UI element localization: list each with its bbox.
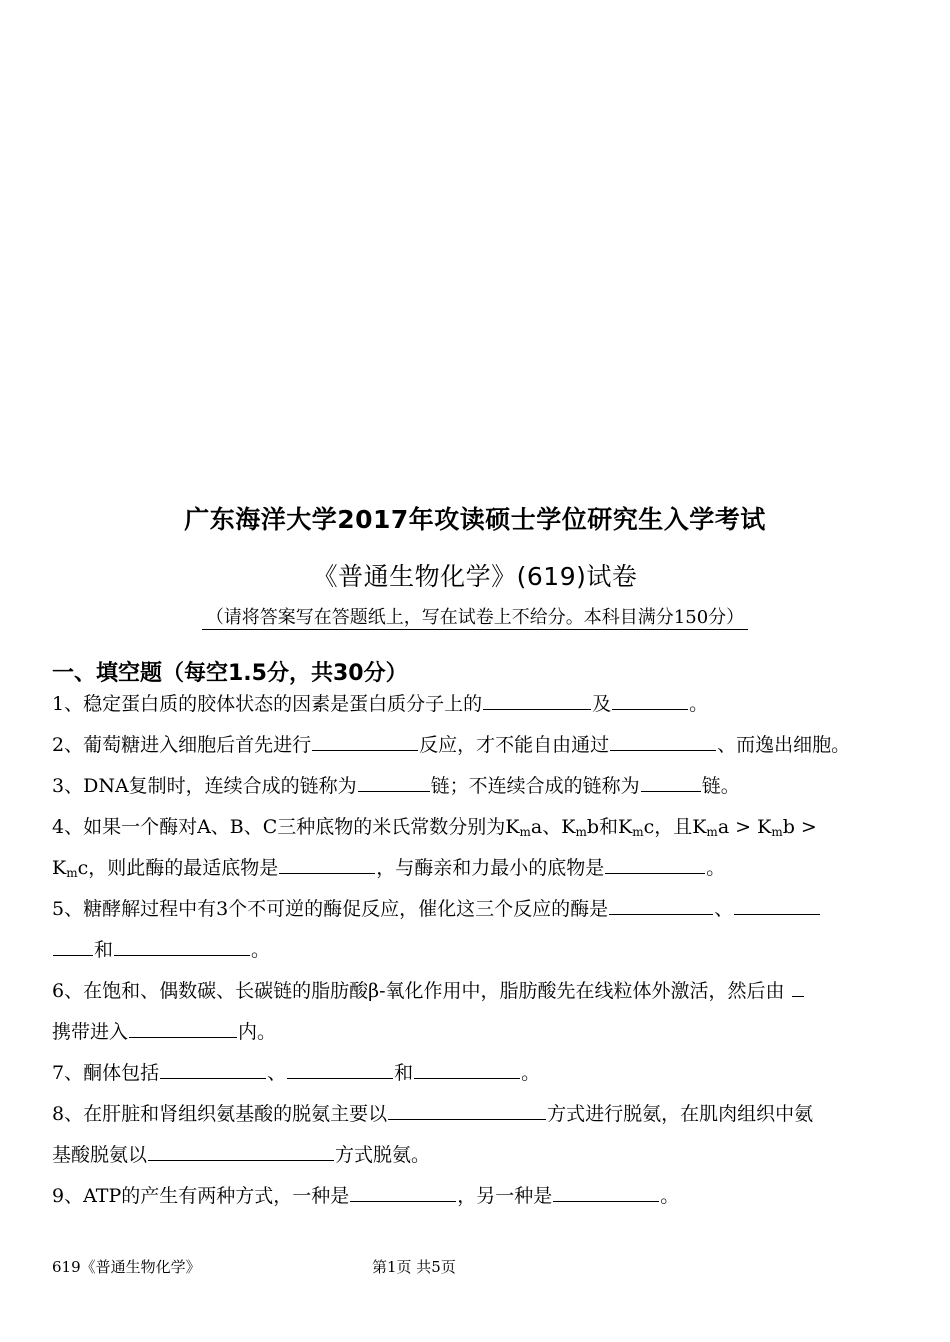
exam-subtitle: 《普通生物化学》(619)试卷: [312, 562, 638, 591]
question-8-cont: 基酸脱氨以 方式脱氨。: [52, 1144, 431, 1166]
answer-blank[interactable]: [388, 1118, 546, 1120]
answer-blank[interactable]: [279, 872, 375, 874]
answer-blank[interactable]: [605, 872, 705, 874]
answer-blank[interactable]: [641, 790, 701, 792]
answer-blank[interactable]: [287, 1077, 393, 1079]
question-3: 3、DNA复制时，连续合成的链称为 链；不连续合成的链称为 链。: [52, 775, 740, 797]
question-6-cont: 携带进入 内。: [52, 1021, 277, 1043]
answer-blank[interactable]: [483, 708, 591, 710]
exam-title: 广东海洋大学2017年攻读硕士学位研究生入学考试: [184, 505, 766, 534]
answer-blank[interactable]: [792, 995, 804, 997]
answer-blank[interactable]: [160, 1077, 266, 1079]
question-6: 6、在饱和、偶数碳、长碳链的脂肪酸β-氧化作用中，脂肪酸先在线粒体外激活，然后由: [52, 976, 912, 1003]
section-title: 一、填空题（每空1.5分，共30分）: [52, 661, 408, 686]
answer-blank[interactable]: [414, 1077, 520, 1079]
question-5-cont: 和 。: [52, 935, 912, 962]
exam-note-text: （请将答案写在答题纸上，写在试卷上不给分。本科目满分150分）: [202, 607, 748, 630]
question-2: 2、葡萄糖进入细胞后首先进行 反应，才不能自由通过 、而逸出细胞。: [52, 734, 851, 756]
footer-subject: 619《普通生物化学》: [52, 1258, 201, 1276]
footer-page-number: 第1页 共5页: [372, 1258, 456, 1276]
answer-blank[interactable]: [553, 1200, 659, 1202]
answer-blank[interactable]: [53, 954, 93, 956]
answer-blank[interactable]: [609, 913, 713, 915]
question-9: 9、ATP的产生有两种方式，一种是 ，另一种是 。: [52, 1185, 680, 1207]
question-5: 5、糖酵解过程中有3个不可逆的酶促反应，催化这三个反应的酶是 、: [52, 894, 912, 921]
question-7: 7、酮体包括 、 和 。: [52, 1062, 541, 1084]
answer-blank[interactable]: [312, 749, 418, 751]
exam-note: [0, 603, 950, 629]
answer-blank[interactable]: [129, 1036, 237, 1038]
question-1: 1、稳定蛋白质的胶体状态的因素是蛋白质分子上的 及 。: [52, 693, 709, 715]
answer-blank[interactable]: [734, 913, 820, 915]
answer-blank[interactable]: [350, 1200, 456, 1202]
answer-blank[interactable]: [612, 708, 688, 710]
question-4-cont: $K_mc$，则此酶的最适底物是 ，与酶亲和力最小的底物是 。: [52, 857, 726, 880]
question-8: 8、在肝脏和肾组织氨基酸的脱氨主要以 方式进行脱氨，在肌肉组织中氨: [52, 1103, 814, 1125]
answer-blank[interactable]: [114, 954, 250, 956]
answer-blank[interactable]: [610, 749, 716, 751]
answer-blank[interactable]: [148, 1159, 334, 1161]
question-4: 4、如果一个酶对A、B、C三种底物的米氏常数分别为$K_ma$、$K_mb$和$K_mc$，且$K_ma > K_mb$ >: [52, 816, 817, 839]
answer-blank[interactable]: [358, 790, 430, 792]
